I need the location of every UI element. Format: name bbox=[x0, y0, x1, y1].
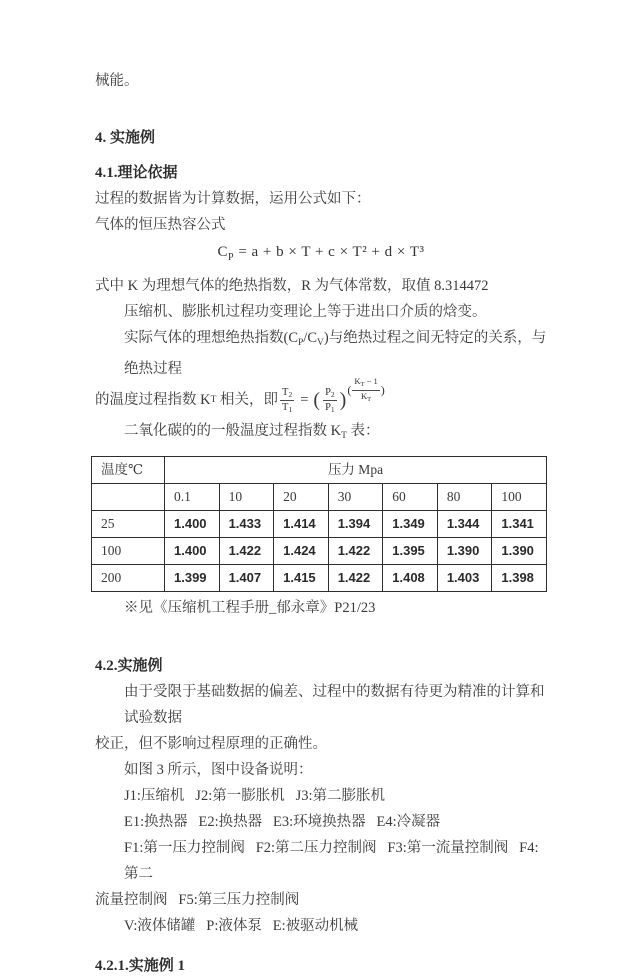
kt-value-cell: 1.344 bbox=[437, 511, 492, 538]
heading-section-4-2-1: 4.2.1.实施例 1 bbox=[95, 958, 186, 974]
table-row bbox=[92, 538, 547, 565]
paragraph-constants: 式中 K 为理想气体的绝热指数，R 为气体常数，取值 8.314472 bbox=[95, 278, 489, 294]
heading-section-4: 4. 实施例 bbox=[95, 130, 156, 146]
kt-value-cell: 1.403 bbox=[437, 565, 492, 592]
table-label-text-1: 二氧化碳的的一般温度过程指数 K bbox=[124, 423, 342, 439]
equipment-line-compressors: J1:压缩机 J2:第一膨胀机 J3:第二膨胀机 bbox=[124, 788, 386, 804]
kt-value-cell: 1.400 bbox=[165, 538, 220, 565]
exp-close-paren: ) bbox=[380, 383, 385, 397]
pressure-col-header: 10 bbox=[219, 484, 274, 511]
table-header-row-2 bbox=[92, 484, 547, 511]
kt-relation-formula bbox=[95, 375, 547, 418]
fraction-t-denominator bbox=[282, 401, 292, 414]
kt-value-cell: 1.424 bbox=[274, 538, 329, 565]
real-gas-text-3: )与绝热过程之间无特定的关系，与绝热过程 bbox=[124, 330, 547, 377]
table-source-note: ※见《压缩机工程手册_郁永章》P21/23 bbox=[124, 600, 376, 616]
kt-value-cell: 1.422 bbox=[219, 538, 274, 565]
fraction-t-numerator bbox=[280, 387, 294, 401]
pressure-header-cell: 压力 Mpa bbox=[165, 457, 547, 484]
fraction-p-denominator bbox=[325, 401, 335, 414]
kt-value-cell: 1.394 bbox=[328, 511, 383, 538]
heading-section-4-2: 4.2.实施例 bbox=[95, 658, 163, 674]
pressure-col-header: 60 bbox=[383, 484, 438, 511]
pressure-col-header: 20 bbox=[274, 484, 329, 511]
kt-value-cell: 1.422 bbox=[328, 538, 383, 565]
kt-value-cell: 1.433 bbox=[219, 511, 274, 538]
table-row bbox=[92, 511, 547, 538]
kt-value-cell: 1.415 bbox=[274, 565, 329, 592]
exponent-inner-fraction bbox=[352, 377, 379, 404]
table-row bbox=[92, 565, 547, 592]
t-den-base: T bbox=[282, 401, 289, 413]
empty-cell bbox=[92, 484, 165, 511]
p-num-base: P bbox=[325, 386, 331, 398]
t-num-base: T bbox=[282, 386, 289, 398]
fraction-t2-t1 bbox=[280, 387, 294, 414]
pressure-col-header: 100 bbox=[492, 484, 547, 511]
close-paren: ) bbox=[339, 389, 347, 411]
formula-cp-base: C bbox=[217, 244, 228, 260]
kt-value-cell: 1.349 bbox=[383, 511, 438, 538]
pressure-col-header: 0.1 bbox=[165, 484, 220, 511]
temp-row-header: 200 bbox=[92, 565, 165, 592]
p-num-sub: 2 bbox=[330, 389, 335, 399]
kt-value-cell: 1.395 bbox=[383, 538, 438, 565]
paragraph-real-gas bbox=[95, 325, 547, 382]
heading-section-4-1: 4.1.理论依据 bbox=[95, 165, 178, 181]
paragraph-limitation-line-2: 校正，但不影响过程原理的正确性。 bbox=[95, 736, 327, 752]
kt-value-cell: 1.407 bbox=[219, 565, 274, 592]
temp-header-cell: 温度℃ bbox=[92, 457, 165, 484]
cp-subscript: P bbox=[298, 338, 304, 348]
exp-den-base: K bbox=[360, 390, 368, 401]
kt-value-cell: 1.341 bbox=[492, 511, 547, 538]
paragraph-enthalpy: 压缩机、膨胀机过程功变理论上等于进出口介质的焓变。 bbox=[124, 304, 487, 320]
exp-numerator bbox=[352, 377, 379, 391]
kt-value-cell: 1.398 bbox=[492, 565, 547, 592]
temp-row-header: 25 bbox=[92, 511, 165, 538]
kt-subscript: T bbox=[210, 395, 217, 405]
kt-value-cell: 1.399 bbox=[165, 565, 220, 592]
kt-value-cell: 1.408 bbox=[383, 565, 438, 592]
table-header-row-1 bbox=[92, 457, 547, 484]
kt-table bbox=[91, 456, 547, 592]
kt-line-text-2: 相关，即 bbox=[216, 392, 279, 408]
real-gas-text-2: /C bbox=[303, 330, 317, 346]
cv-subscript: V bbox=[317, 338, 324, 348]
open-paren: ( bbox=[313, 389, 321, 411]
equals-sign: = bbox=[300, 392, 309, 408]
kt-value-cell: 1.390 bbox=[437, 538, 492, 565]
formula-cp-body: = a + b × T + c × T² + d × T³ bbox=[234, 244, 425, 260]
paragraph-table-label bbox=[95, 418, 547, 449]
exp-num-base: K bbox=[354, 375, 361, 386]
equipment-line-valves-2: 流量控制阀 F5:第三压力控制阀 bbox=[95, 892, 300, 908]
temp-row-header: 100 bbox=[92, 538, 165, 565]
exp-open-paren: ( bbox=[347, 383, 352, 397]
paragraph-data-intro: 过程的数据皆为计算数据，运用公式如下： bbox=[95, 191, 371, 207]
p-den-sub: 1 bbox=[330, 404, 335, 414]
t-den-sub: 1 bbox=[288, 404, 293, 414]
paragraph-cp-label: 气体的恒压热容公式 bbox=[95, 217, 226, 233]
equipment-line-valves-1: F1:第一压力控制阀 F2:第二压力控制阀 F3:第一流量控制阀 F4:第二 bbox=[124, 840, 539, 882]
t-num-sub: 2 bbox=[288, 389, 293, 399]
kt-line-text-1: 的温度过程指数 K bbox=[95, 392, 211, 408]
kt-value-cell: 1.400 bbox=[165, 511, 220, 538]
paragraph-limitation-line-1: 由于受限于基础数据的偏差、过程中的数据有待更为精准的计算和试验数据 bbox=[124, 684, 545, 726]
formula-heat-capacity bbox=[95, 239, 547, 271]
pressure-col-header: 80 bbox=[437, 484, 492, 511]
p-den-base: P bbox=[325, 401, 331, 413]
continuation-text: 械能。 bbox=[95, 73, 139, 89]
exp-num-sub: T bbox=[360, 380, 365, 388]
exponent-fraction bbox=[347, 377, 384, 404]
exp-denominator bbox=[361, 391, 371, 404]
equipment-line-tank-pump: V:液体储罐 P:液体泵 E:被驱动机械 bbox=[124, 918, 359, 934]
pressure-col-header: 30 bbox=[328, 484, 383, 511]
paragraph-figure-reference: 如图 3 所示，图中设备说明： bbox=[124, 762, 313, 778]
table-label-text-2: 表： bbox=[346, 423, 380, 439]
real-gas-text-1: 实际气体的理想绝热指数(C bbox=[124, 330, 298, 346]
kt-value-cell: 1.390 bbox=[492, 538, 547, 565]
formula-cp-subscript: P bbox=[228, 252, 235, 263]
exp-num-rest: − 1 bbox=[364, 375, 378, 386]
fraction-p2-p1 bbox=[323, 387, 337, 414]
table-label-kt-subscript: T bbox=[341, 431, 347, 441]
exp-den-sub: T bbox=[367, 395, 372, 403]
equipment-line-heat-exchangers: E1:换热器 E2:换热器 E3:环境换热器 E4:冷凝器 bbox=[124, 814, 441, 830]
kt-value-cell: 1.414 bbox=[274, 511, 329, 538]
kt-value-cell: 1.422 bbox=[328, 565, 383, 592]
fraction-p-numerator bbox=[323, 387, 337, 401]
